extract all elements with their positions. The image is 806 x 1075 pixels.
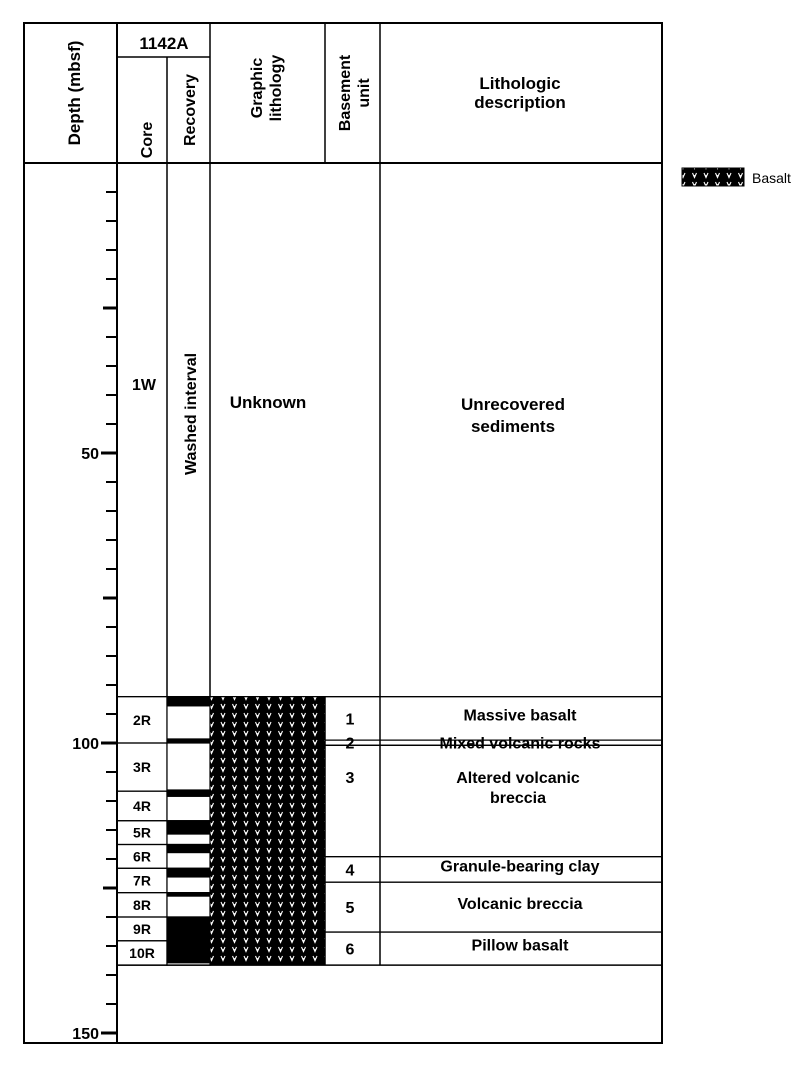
core-column [117, 697, 210, 966]
recovery-box [167, 743, 210, 791]
basement-unit-header-1: Basement [337, 54, 354, 132]
legend [682, 168, 791, 186]
core-label: 6R [133, 848, 151, 865]
core-label: 3R [133, 759, 151, 776]
core-1w-label: 1W [132, 377, 156, 394]
legend-basalt-label: Basalt [752, 170, 791, 186]
washed-interval-label: Washed interval [183, 352, 200, 476]
unit-description: Mixed volcanic rocks [439, 735, 601, 753]
recovered-interval [167, 845, 210, 854]
graphic-lithology-header-1: Graphic [249, 57, 266, 119]
core-header: Core [139, 121, 156, 159]
recovered-interval [167, 791, 210, 797]
recovered-interval [167, 821, 210, 835]
core-label: 5R [133, 824, 151, 841]
depth-axis-title: Depth (mbsf) [65, 40, 84, 146]
depth-tick-label: 150 [72, 1026, 99, 1043]
unit-number: 1 [345, 711, 355, 729]
unit-description: Granule-bearing clay [440, 858, 600, 876]
core-label: 8R [133, 896, 151, 913]
graphic-lithology-column [210, 697, 325, 966]
outer-border [24, 23, 662, 1043]
core-label: 10R [129, 944, 155, 961]
depth-axis [72, 192, 117, 1043]
washed-interval [132, 353, 565, 475]
unit-number: 6 [345, 941, 355, 959]
unit-description: Altered volcanic [456, 770, 580, 787]
depth-tick-label: 100 [72, 736, 99, 753]
core-label: 9R [133, 920, 151, 937]
header [65, 34, 566, 158]
depth-tick-label: 50 [81, 446, 99, 463]
core-label: 4R [133, 797, 151, 814]
recovered-interval [167, 917, 210, 941]
unit-number: 5 [345, 900, 355, 918]
unrecovered-description-1: Unrecovered [461, 395, 565, 414]
recovered-interval [167, 738, 210, 743]
unit-description: Massive basalt [463, 707, 577, 725]
core-label: 7R [133, 872, 151, 889]
frame [24, 23, 662, 1043]
unit-number: 3 [345, 770, 355, 787]
unit-description-cont: breccia [489, 790, 547, 807]
unrecovered-description-2: sediments [470, 417, 556, 436]
hole-label: 1142A [139, 34, 189, 53]
lithologic-description-header-1: Lithologic [479, 74, 561, 93]
recovered-interval [167, 893, 210, 897]
basement-unit-column [325, 697, 662, 966]
recovered-interval [167, 868, 210, 877]
basement-unit-header-2: unit [356, 78, 373, 108]
unit-number: 2 [345, 735, 355, 753]
unit-description: Pillow basalt [471, 937, 569, 955]
basalt-lithology-fill [210, 697, 325, 966]
legend-basalt-swatch [682, 168, 744, 186]
unit-number: 4 [345, 862, 355, 880]
recovered-interval [167, 941, 210, 964]
unknown-lithology-label: Unknown [229, 393, 307, 412]
lithologic-description-header-2: description [474, 93, 566, 112]
recovered-interval [167, 697, 210, 707]
core-label: 2R [133, 711, 151, 728]
graphic-lithology-header-2: lithology [268, 54, 285, 122]
recovery-header: Recovery [182, 73, 199, 147]
unit-description: Volcanic breccia [457, 896, 583, 914]
